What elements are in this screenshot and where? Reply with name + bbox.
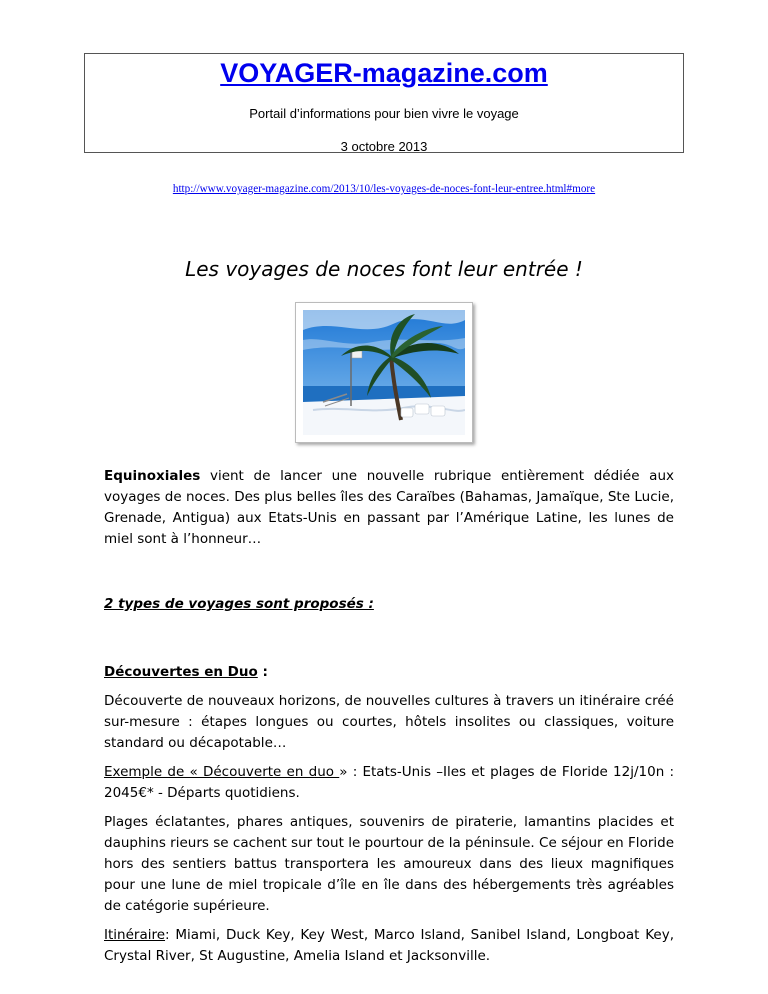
duo-heading-suffix: :	[257, 664, 268, 680]
example-text: » : Etats-Unis –Iles et plages de Floride 12j/10n : 2045€* - Départs quotidiens.	[104, 764, 675, 801]
itinerary-text: : Miami, Duck Key, Key West, Marco Island, Sanibel Island, Longboat Key, Crystal River, St Augustine, Amelia Island et Jacksonville.	[104, 927, 674, 964]
intro-paragraph	[104, 466, 674, 550]
article-body	[104, 466, 674, 975]
itinerary-paragraph	[104, 925, 674, 967]
florida-description: Plages éclatantes, phares antiques, souvenirs de piraterie, lamantins placides et dauphins rieurs se cachent sur tout le pourtour de la péninsule. Ce séjour en Floride hors des sentiers battus transportera les amoureux dans des lieux magnifiques pour une lune de miel tropicale d’île en île dans des hébergements très agréables de catégorie supérieure.	[104, 814, 674, 914]
beach-photo-frame	[295, 302, 473, 443]
source-url-link[interactable]: http://www.voyager-magazine.com/2013/10/les-voyages-de-noces-font-leur-entree.html#more	[172, 183, 596, 195]
publication-date: 3 octobre 2013	[340, 139, 428, 154]
beach-palm-photo	[303, 310, 465, 435]
types-heading: 2 types de voyages sont proposés :	[104, 596, 374, 612]
site-tagline: Portail d’informations pour bien vivre le voyage	[249, 106, 519, 121]
brand-name: Equinoxiales	[104, 468, 201, 484]
duo-heading-label: Découvertes en Duo	[104, 664, 258, 680]
article-title: Les voyages de noces font leur entrée !	[185, 257, 583, 281]
itinerary-label: Itinéraire	[104, 927, 166, 943]
duo-description: Découverte de nouveaux horizons, de nouvelles cultures à travers un itinéraire créé sur-mesure : étapes longues ou courtes, hôtels insolites ou classiques, voiture standard ou décapotable…	[104, 693, 674, 751]
example-label: Exemple de « Découverte en duo	[104, 764, 340, 780]
masthead-box	[84, 53, 684, 153]
example-paragraph	[104, 762, 674, 804]
site-title-link[interactable]: VOYAGER-magazine.com	[220, 58, 548, 88]
intro-text: vient de lancer une nouvelle rubrique entièrement dédiée aux voyages de noces. Des plus belles îles des Caraïbes (Bahamas, Jamaïque, Ste Lucie, Grenade, Antigua) aux Etats-Unis en passant par l’Amérique Latine, les lunes de miel sont à l’honneur…	[104, 468, 674, 547]
duo-heading	[104, 662, 674, 683]
